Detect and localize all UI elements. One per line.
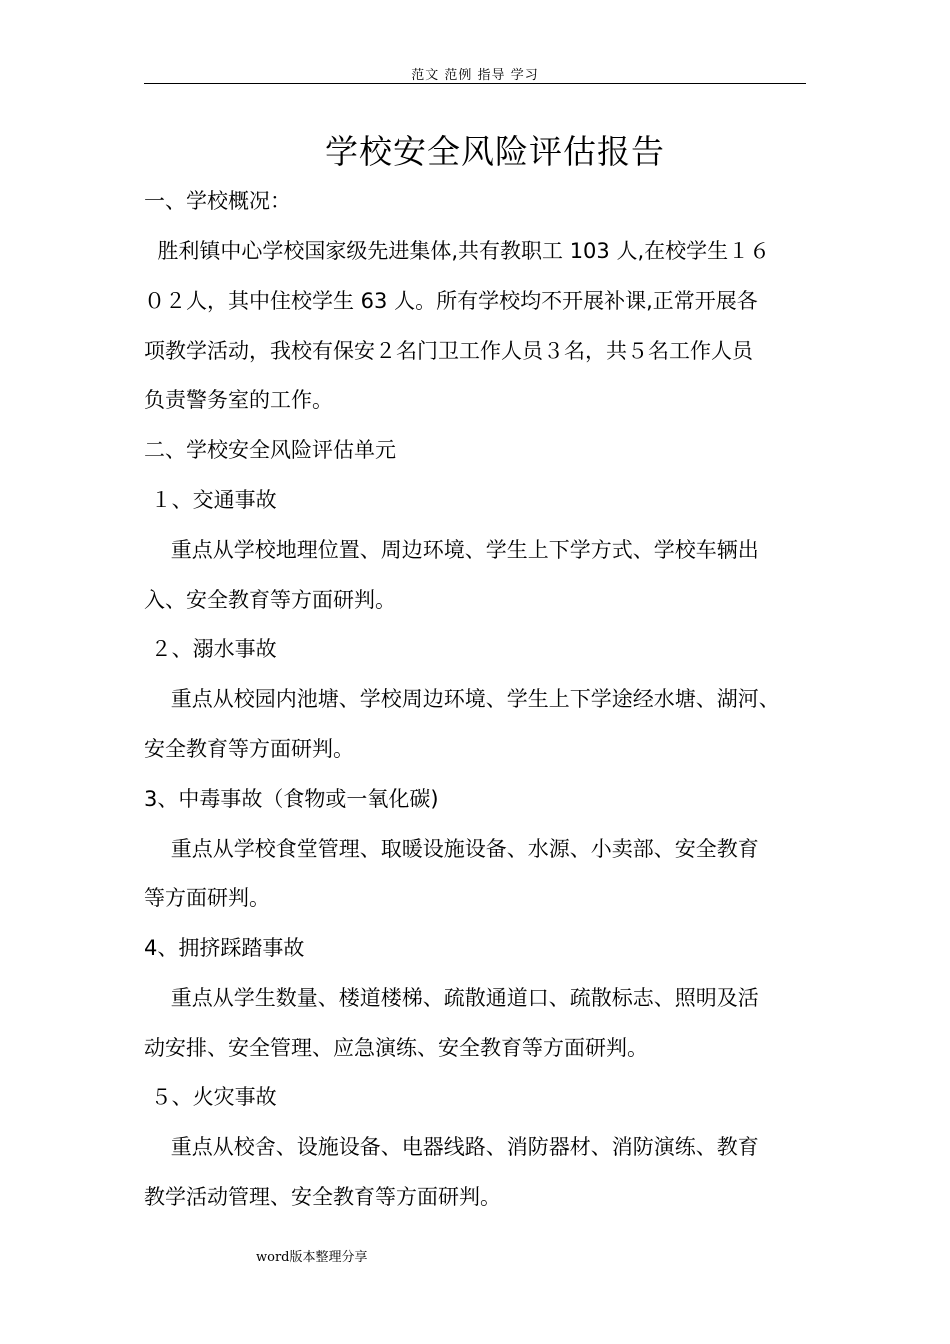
item-heading-drowning: ２、溺水事故: [144, 637, 277, 661]
paragraph-line: 动安排、安全管理、应急演练、安全教育等方面研判。: [144, 1036, 648, 1060]
paragraph-line: 重点从学校地理位置、周边环境、学生上下学方式、学校车辆出: [144, 538, 759, 562]
paragraph-line: 教学活动管理、安全教育等方面研判。: [144, 1185, 501, 1209]
item-heading-stampede: 4、拥挤踩踏事故: [144, 936, 305, 960]
paragraph-line: ０２人，其中住校学生 63 人。所有学校均不开展补课,正常开展各: [144, 289, 758, 313]
item-heading-poisoning: 3、中毒事故（食物或一氧化碳): [144, 787, 439, 811]
section-heading-overview: 一、学校概况：: [144, 189, 291, 213]
header-text: 范文 范例 指导 学习: [411, 68, 539, 83]
paragraph-line: 负责警务室的工作。: [144, 388, 333, 412]
paragraph-line: 安全教育等方面研判。: [144, 737, 354, 761]
header-divider: [144, 83, 806, 84]
paragraph-line: 重点从校园内池塘、学校周边环境、学生上下学途经水塘、湖河、: [144, 687, 780, 711]
item-heading-traffic: １、交通事故: [144, 488, 277, 512]
page-footer: word版本整理分享: [256, 1250, 368, 1265]
paragraph-line: 重点从学生数量、楼道楼梯、疏散通道口、疏散标志、照明及活: [144, 986, 759, 1010]
paragraph-line: 等方面研判。: [144, 886, 270, 910]
section-heading-assessment: 二、学校安全风险评估单元: [144, 438, 396, 462]
paragraph-line: 胜利镇中心学校国家级先进集体,共有教职工 103 人,在校学生１６: [144, 239, 771, 263]
paragraph-line: 重点从校舍、设施设备、电器线路、消防器材、消防演练、教育: [144, 1135, 759, 1159]
paragraph-line: 项教学活动，我校有保安２名门卫工作人员３名，共５名工作人员: [144, 339, 753, 363]
document-title: 学校安全风险评估报告: [325, 132, 665, 171]
paragraph-line: 重点从学校食堂管理、取暖设施设备、水源、小卖部、安全教育: [144, 837, 759, 861]
item-heading-fire: ５、火灾事故: [144, 1085, 277, 1109]
paragraph-line: 入、安全教育等方面研判。: [144, 588, 396, 612]
